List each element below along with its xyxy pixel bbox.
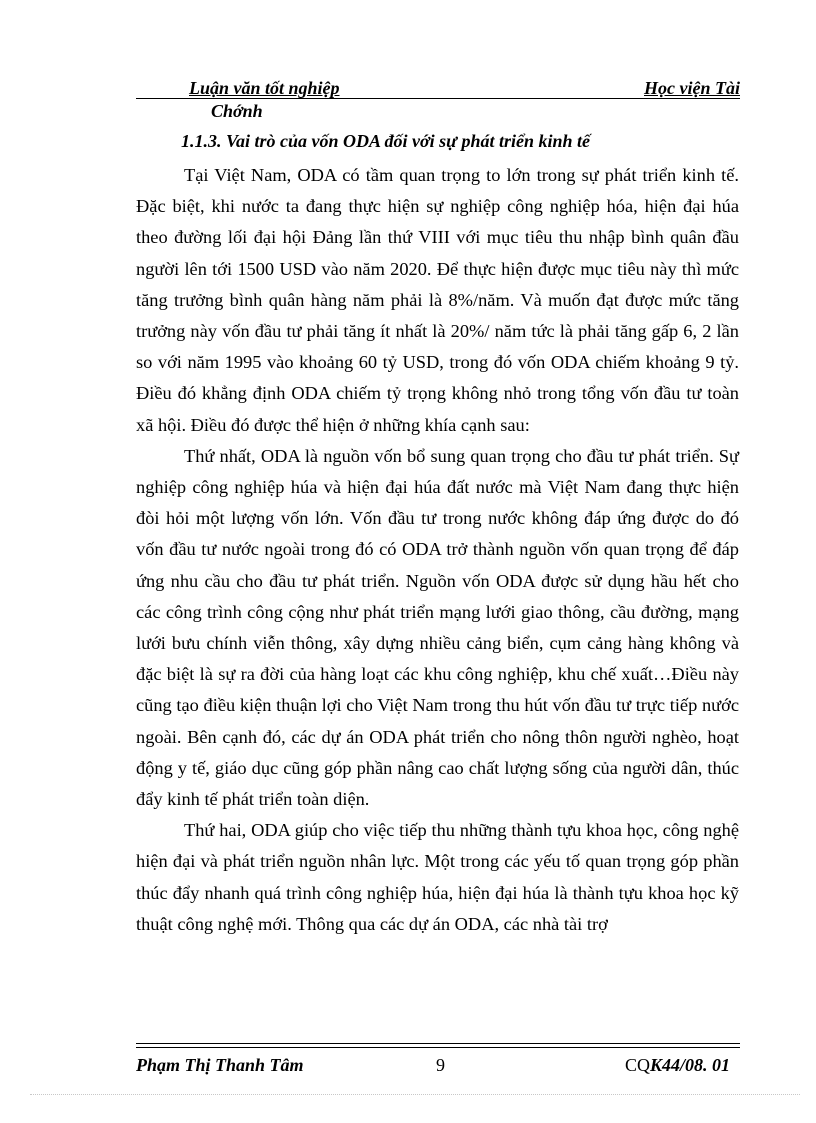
footer-class-suffix: K44/08. 01 [649,1055,730,1075]
footer-class-prefix: CQ [624,1055,650,1075]
footer-rule-thick [136,1043,740,1044]
page-bottom-dotted-border [30,1094,800,1095]
footer-rule-thin [136,1047,740,1048]
paragraph-3: Thứ hai, ODA giúp cho việc tiếp thu những thành tựu khoa học, công nghệ hiện đại và phát triển nguồn nhân lực. Một trong các yếu tố quan trọng góp phần thúc đẩy nhanh quá trình công nghiệp húa, hiện đại húa là thành tựu khoa học kỹ thuật công nghệ mới. Thông qua các dự án ODA, các nhà tài trợ [136,820,739,934]
header-rule [136,98,740,99]
paragraph-2: Thứ nhất, ODA là nguồn vốn bổ sung quan trọng cho đầu tư phát triển. Sự nghiệp công nghiệp húa và hiện đại húa đất nước mà Việt Nam đang thực hiện đòi hỏi một lượng vốn lớn. Vốn đầu tư trong nước không đáp ứng được do đó vốn đầu tư nước ngoài trong đó có ODA trở thành nguồn vốn quan trọng để đáp ứng nhu cầu cho đầu tư phát triển. Nguồn vốn ODA được sử dụng hầu hết cho các công trình công cộng như phát triển mạng lưới giao thông, cầu đường, mạng lưới bưu chính viễn thông, xây dựng nhiều cảng biển, cụm cảng hàng không và đặc biệt là sự ra đời của hàng loạt các khu công nghiệp, khu chế xuất…Điều này cũng tạo điều kiện thuận lợi cho Việt Nam trong thu hút vốn đầu tư trực tiếp nước ngoài. Bên cạnh đó, các dự án ODA phát triển cho nông thôn người nghèo, hoạt động y tế, giáo dục cũng góp phần nâng cao chất lượng sống của người dân, thúc đẩy kinh tế phát triển toàn diện. [136,445,739,810]
section-heading: 1.1.3. Vai trò của vốn ODA đối với sự phát triển kinh tế [181,131,590,151]
footer-class-code [625,1055,730,1076]
header-left-title-continuation: Chớnh [211,101,263,121]
header-right-title: Học viện Tài [644,78,740,98]
header-left-title: Luận văn tốt nghiệp [189,78,340,98]
footer-author: Phạm Thị Thanh Tâm [136,1055,304,1075]
paragraph-1: Tại Việt Nam, ODA có tầm quan trọng to lớn trong sự phát triển kinh tế. Đặc biệt, khi nước ta đang thực hiện sự nghiệp công nghiệp hóa, hiện đại húa theo đường lối đại hội Đảng lần thứ VIII với mục tiêu thu nhập bình quân đầu người lên tới 1500 USD vào năm 2020. Để thực hiện được mục tiêu này thì mức tăng trưởng bình quân hàng năm phải là 8%/năm. Và muốn đạt được mức tăng trưởng này vốn đầu tư phải tăng ít nhất là 20%/ năm tức là phải tăng gấp 6, 2 lần so với năm 1995 vào khoảng 60 tỷ USD, trong đó vốn ODA chiếm khoảng 9 tỷ. Điều đó khẳng định ODA chiếm tỷ trọng không nhỏ trong tổng vốn đầu tư toàn xã hội. Điều đó được thể hiện ở những khía cạnh sau: [136,165,739,435]
footer-page-number: 9 [436,1055,445,1075]
body-text [136,160,739,940]
